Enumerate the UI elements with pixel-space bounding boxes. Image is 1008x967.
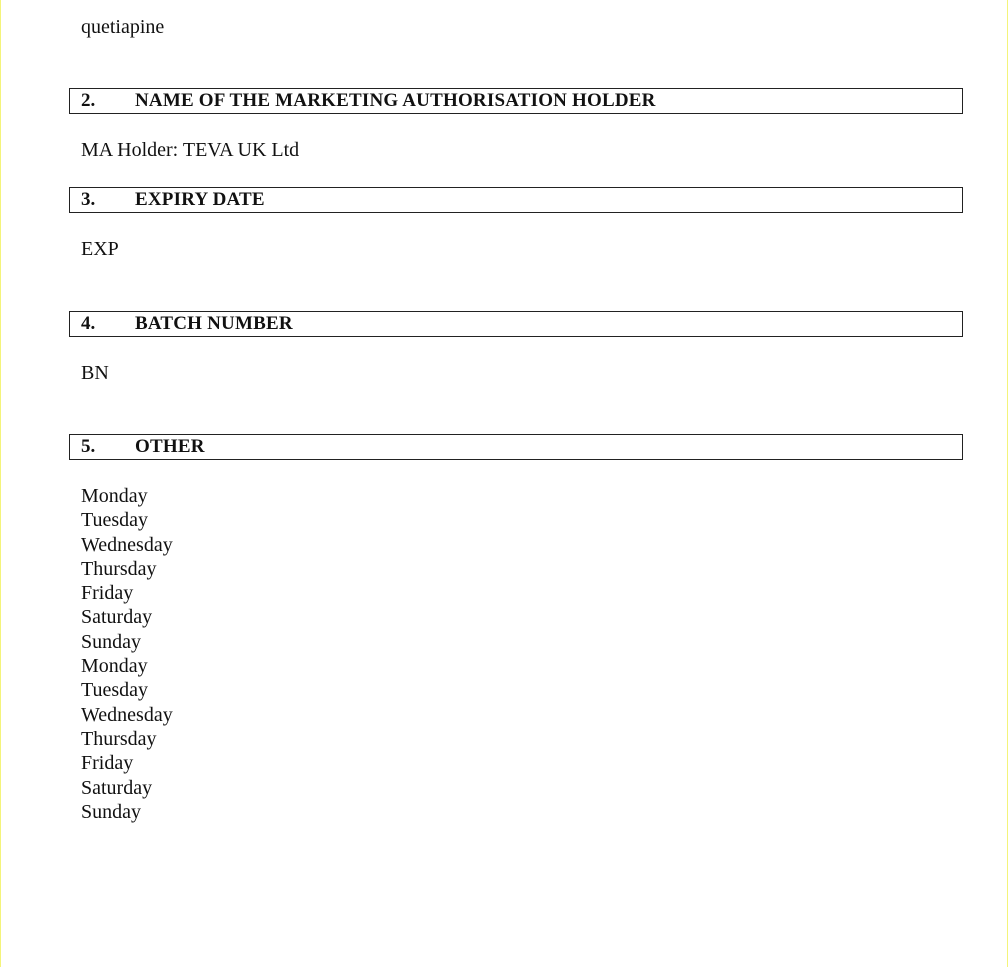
batch-number-text: BN <box>81 362 109 384</box>
section-header-ma-holder <box>69 88 963 114</box>
section-header-expiry-date <box>69 187 963 213</box>
section-title: NAME OF THE MARKETING AUTHORISATION HOLDER <box>135 90 656 111</box>
section-number: 3. <box>81 189 96 210</box>
section-number: 4. <box>81 313 96 334</box>
weekday-item: Tuesday <box>81 679 149 702</box>
weekday-item: Wednesday <box>81 533 173 556</box>
weekday-item: Monday <box>81 655 148 678</box>
section-title: BATCH NUMBER <box>135 313 293 334</box>
weekday-item: Tuesday <box>81 509 149 532</box>
expiry-date-text: EXP <box>81 238 119 260</box>
section-header-batch-number <box>69 311 963 337</box>
section-number: 5. <box>81 436 96 457</box>
weekday-item: Sunday <box>81 630 141 653</box>
weekday-item: Saturday <box>81 606 153 629</box>
weekday-item: Saturday <box>81 776 153 799</box>
weekday-item: Wednesday <box>81 703 173 726</box>
ma-holder-text: MA Holder: TEVA UK Ltd <box>81 139 300 161</box>
weekday-item: Thursday <box>81 557 157 580</box>
product-name: quetiapine <box>81 16 165 38</box>
section-title: EXPIRY DATE <box>135 189 265 210</box>
weekday-list <box>81 484 173 824</box>
weekday-item: Thursday <box>81 727 157 750</box>
weekday-item: Monday <box>81 485 148 507</box>
weekday-item: Friday <box>81 752 134 775</box>
weekday-item: Friday <box>81 582 134 605</box>
section-number: 2. <box>81 90 96 111</box>
section-title: OTHER <box>135 436 205 457</box>
weekday-item: Sunday <box>81 800 141 823</box>
section-header-other <box>69 434 963 460</box>
